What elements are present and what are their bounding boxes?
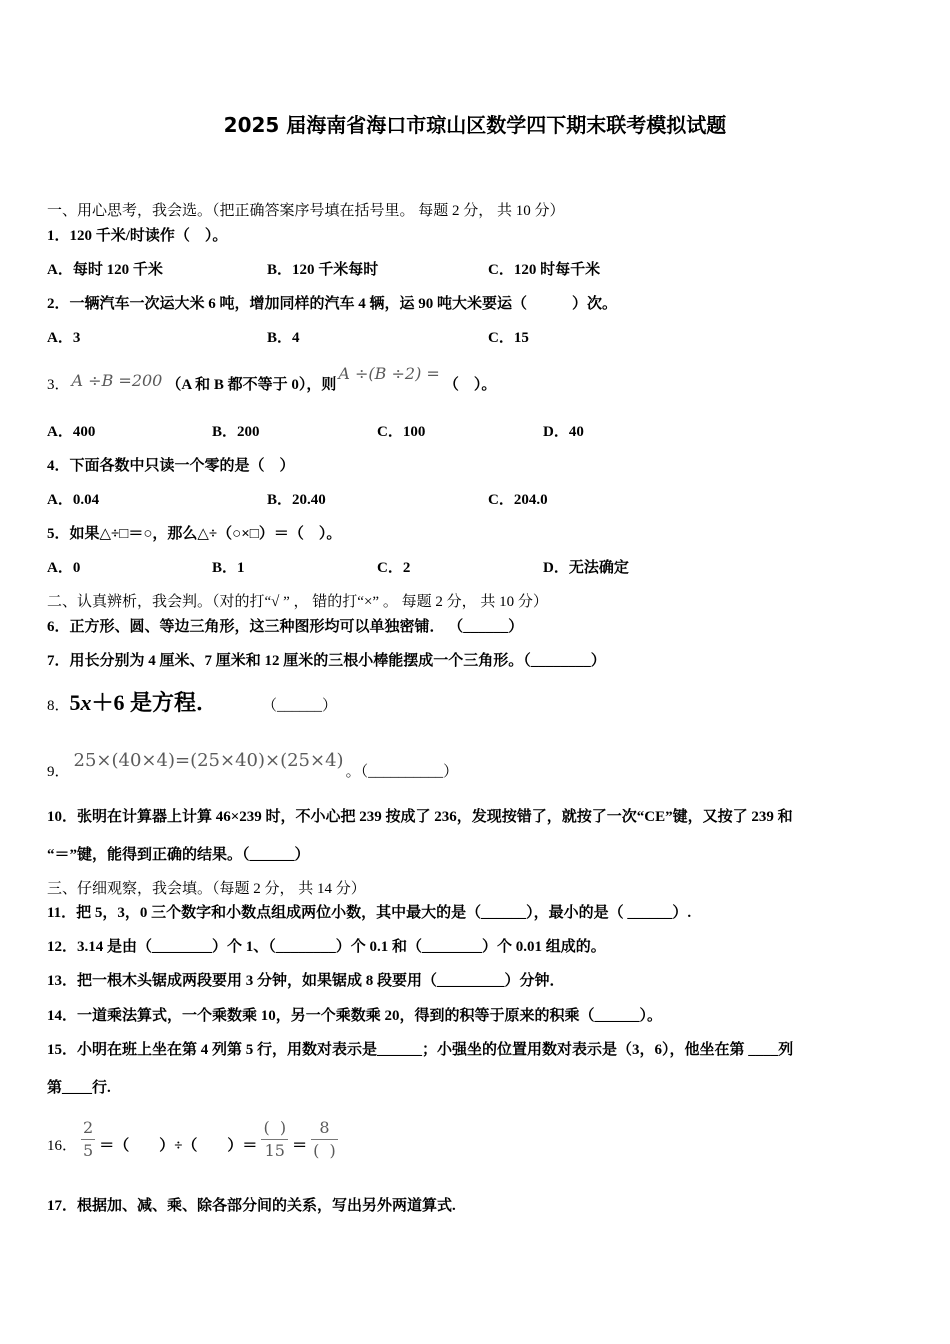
question-4-options — [0, 490, 950, 510]
question-5-option-d: D．无法确定 — [543, 560, 629, 576]
question-3-answer-blank: （ ）。 — [443, 377, 497, 393]
question-3-formula-asked: A ÷(B ÷2) = — [338, 364, 440, 383]
question-16-fraction-1 — [81, 1117, 95, 1162]
question-12-stem: 12．3.14 是由（________）个 1、（________）个 0.1 和（________）个 0.01 组成的。 — [47, 939, 606, 955]
question-1-option-c: C．120 时每千米 — [488, 262, 601, 278]
question-2-option-a: A．3 — [47, 330, 81, 346]
exam-title: 2025 届海南省海口市琼山区数学四下期末联考模拟试题 — [223, 113, 727, 137]
question-9-number: 9． — [47, 764, 70, 780]
question-8-expression-variable: x — [80, 690, 92, 715]
question-8-expression-rest: ＋6 是方程． — [91, 690, 219, 715]
fraction-3-numerator: 8 — [319, 1117, 330, 1137]
question-16-stem — [47, 1112, 342, 1166]
question-2-option-c: C．15 — [488, 330, 529, 346]
question-15-line-2: 第____行. — [47, 1080, 111, 1096]
section-3-heading: 三、仔细观察，我会填。（每题 2 分， 共 14 分） — [47, 881, 366, 897]
question-16-number: 16． — [47, 1138, 78, 1154]
question-2-option-b: B．4 — [267, 330, 300, 346]
question-5-option-b: B．1 — [212, 560, 245, 576]
question-8-expression-coefficient: 5 — [69, 690, 81, 715]
question-3-option-d: D．40 — [543, 424, 584, 440]
question-16-fraction-3 — [311, 1117, 338, 1162]
question-17-stem: 17．根据加、减、乘、除各部分间的关系，写出另外两道算式. — [47, 1198, 456, 1214]
question-14-stem: 14．一道乘法算式，一个乘数乘 10，另一个乘数乘 20，得到的积等于原来的积乘（______）。 — [47, 1008, 663, 1024]
question-3-formula-given: A ÷B =200 — [71, 371, 163, 390]
question-16-division-blanks: ＝（ ）÷（ ）＝ — [99, 1138, 258, 1154]
question-8-answer-blank: （______） — [262, 698, 338, 714]
question-1-option-b: B．120 千米每时 — [267, 262, 379, 278]
question-4-option-c: C．204.0 — [488, 492, 548, 508]
fraction-3-denominator: ( ) — [313, 1140, 336, 1160]
question-5-options — [0, 558, 950, 578]
question-8-number: 8． — [47, 698, 70, 714]
question-1-option-a: A．每时 120 千米 — [47, 262, 163, 278]
fraction-2-denominator: 15 — [264, 1140, 285, 1160]
question-13-stem: 13．把一根木头锯成两段要用 3 分钟，如果锯成 8 段要用（_________）分钟． — [47, 973, 565, 989]
fraction-1-denominator: 5 — [83, 1140, 94, 1160]
question-1-stem: 1．120 千米/时读作（ ）。 — [47, 228, 228, 244]
question-8-stem — [47, 690, 338, 716]
question-6-stem: 6．正方形、圆、等边三角形，这三种图形均可以单独密铺． （______） — [47, 619, 524, 635]
question-9-stem — [47, 750, 459, 782]
question-10-line-1: 10．张明在计算器上计算 46×239 时，不小心把 239 按成了 236，发现按错了，就按了一次“CE”键，又按了 239 和 — [47, 809, 793, 825]
question-7-stem: 7．用长分别为 4 厘米、7 厘米和 12 厘米的三根小棒能摆成一个三角形。（________） — [47, 653, 606, 669]
question-2-options — [0, 328, 950, 348]
question-2-stem: 2．一辆汽车一次运大米 6 吨，增加同样的汽车 4 辆，运 90 吨大米要运（ ）次。 — [47, 296, 618, 312]
question-1-options — [0, 260, 950, 280]
question-4-stem: 4．下面各数中只读一个零的是（ ） — [47, 458, 295, 474]
question-4-option-b: B．20.40 — [267, 492, 326, 508]
section-1-heading: 一、用心思考，我会选。（把正确答案序号填在括号里。 每题 2 分， 共 10 分） — [47, 203, 565, 219]
question-9-formula: 25×(40×4)=(25×40)×(25×4) — [73, 750, 344, 771]
question-16-fraction-2 — [261, 1117, 288, 1162]
question-3-condition: （A 和 B 都不等于 0），则 — [166, 377, 337, 393]
question-5-option-a: A．0 — [47, 560, 81, 576]
question-3-option-b: B．200 — [212, 424, 260, 440]
question-3-number: 3． — [47, 377, 70, 393]
question-3-option-c: C．100 — [377, 424, 426, 440]
question-3-option-a: A．400 — [47, 424, 96, 440]
question-16-equals: ＝ — [292, 1138, 308, 1154]
section-2-heading: 二、认真辨析，我会判。（对的打“√ ” ， 错的打“×” 。 每题 2 分， 共 10 分） — [47, 594, 548, 610]
question-9-answer-blank: 。（__________） — [345, 764, 459, 780]
question-11-stem: 11．把 5，3，0 三个数字和小数点组成两位小数，其中最大的是（______），最小的是（ ______）. — [47, 905, 692, 921]
question-3-options — [0, 422, 950, 442]
fraction-2-numerator: ( ) — [263, 1117, 287, 1137]
question-5-option-c: C．2 — [377, 560, 411, 576]
question-4-option-a: A．0.04 — [47, 492, 100, 508]
question-10-line-2: “＝”键，能得到正确的结果。（______） — [47, 847, 310, 863]
question-15-line-1: 15．小明在班上坐在第 4 列第 5 行，用数对表示是______；小强坐的位置用数对表示是（3，6），他坐在第 ____列 — [47, 1042, 794, 1058]
question-3-stem — [47, 364, 497, 395]
question-5-stem: 5．如果△÷□＝○，那么△÷（○×□）＝（ ）。 — [47, 526, 342, 542]
fraction-1-numerator: 2 — [83, 1117, 94, 1137]
